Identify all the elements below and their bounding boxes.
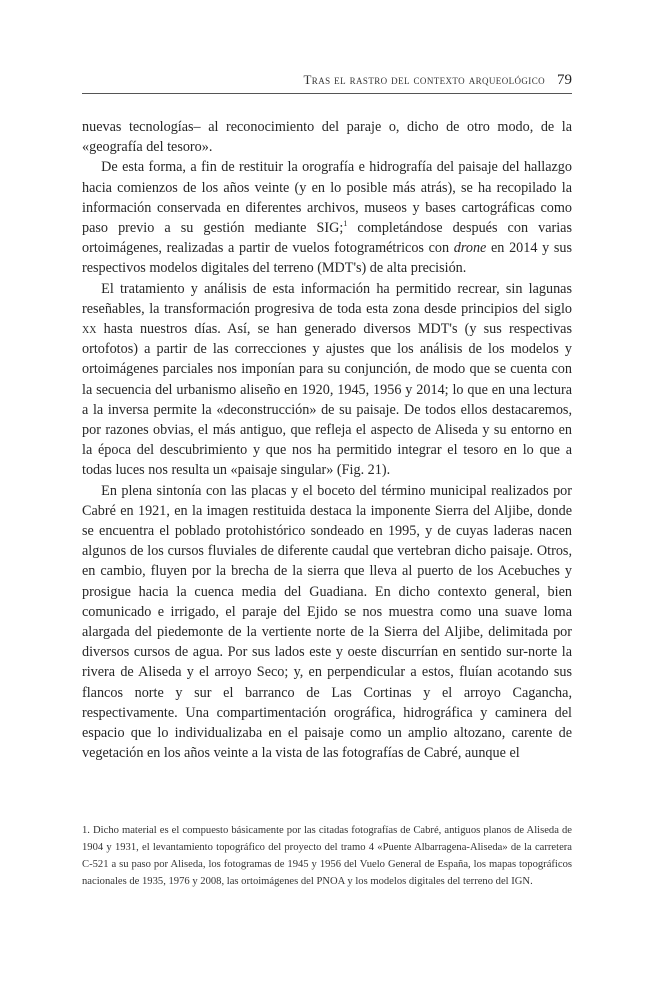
footnote-1: 1. Dicho material es el compuesto básicamente por las citadas fotografías de Cabré, antiguos planos de Aliseda de 1904 y 1931, el levantamiento topográfico del proyecto del tramo 4 «Puente Albarragena-Aliseda» de la carretera C-521 a su paso por Aliseda, los fotogramas de 1945 y 1956 del Vuelo General de España, los mapas topográficos nacionales de 1935, 1976 y 2008, las ortoimágenes del PNOA y los modelos digitales del terreno del IGN. xyxy=(82,825,572,887)
century-numeral: xx xyxy=(82,321,97,338)
footnote-ref-1[interactable]: 1 xyxy=(343,219,348,229)
paragraph-4-text: En plena sintonía con las placas y el boceto del término municipal realizados por Cabré en 1921, en la imagen restituida destaca la imponente Sierra del Aljibe, donde se encuentra el poblado protohistórico sondeado en 1995, y de cuyas laderas nacen algunos de los cursos fluviales de diferente caudal que vertebran dicho paisaje. Otros, en cambio, fluyen por la brecha de la sierra que lleva al puerto de los Acebuches y prosigue hacia la cuenca media del Guadiana. En dicho contexto general, bien comunicado e irrigado, el paraje del Ejido se nos muestra como una suave loma alargada del piedemonte de la vertiente norte de la Sierra del Aljibe, delimitada por diversos cursos de agua. Por sus lados este y oeste discurrían en sentido sur-norte la rivera de Aliseda y el arroyo Seco; y, en perpendicular a estos, fluían acotando sus flancos norte y sur el barranco de Las Cortinas y el arroyo Cagancha, respectivamente. Una compartimentación orográfica, hidrográfica y caminera del espacio que lo individualizaba en el paisaje como un amplio altozano, carente de vegetación en los años veinte a la vista de las fotografías de Cabré, aunque el xyxy=(82,482,572,762)
paragraph-3-text-b: hasta nuestros días. Así, se han generado diversos MDT's (y sus respectivas ortofotos) a partir de las correcciones y ajustes que los análisis de los modelos y ortoimágenes parciales nos imponían para su conjunción, de modo que se cuenta con la secuencia del urbanismo aliseño en 1920, 1945, 1956 y 2014; lo que en una lectura a la inversa permite la «deconstrucción» de su paisaje. De todos ellos destacaremos, por razones obvias, el más antiguo, que refleja el aspecto de Aliseda y su entorno en la época del descubrimiento y que nos ha permitido integrar el tesoro en lo que a todas luces nos resulta un «paisaje singular» (Fig. 21). xyxy=(82,321,572,479)
paragraph-2-text-b: completándose después con varias ortoimágenes, realizadas a partir de vuelos fotogramétricos con xyxy=(82,220,572,257)
paragraph-3-text-a: El tratamiento y análisis de esta información ha permitido recrear, sin lagunas reseñables, la transformación progresiva de toda esta zona desde principios del siglo xyxy=(82,280,572,317)
paragraph-2 xyxy=(82,157,572,278)
paragraph-2-text-c: en 2014 y sus respectivos modelos digitales del terreno (MDT's) de alta precisión. xyxy=(82,240,572,277)
paragraph-4 xyxy=(82,481,572,764)
paragraph-1-text: nuevas tecnologías– al reconocimiento del paraje o, dicho de otro modo, de la «geografía del tesoro». xyxy=(82,119,572,156)
footnotes xyxy=(82,822,572,890)
paragraph-2-text-a: De esta forma, a fin de restituir la orografía e hidrografía del paisaje del hallazgo hacia comienzos de los años veinte (y en lo posible más atrás), se ha recopilado la información conservada en diferentes archivos, museos y bases cartográficas como paso previo a su gestión mediante SIG; xyxy=(82,159,572,237)
page-number: 79 xyxy=(557,72,572,88)
paragraph-1 xyxy=(82,117,572,157)
paragraph-3 xyxy=(82,279,572,481)
running-title: Tras el rastro del contexto arqueológico xyxy=(303,72,545,87)
running-head xyxy=(82,72,572,94)
paragraph-2-emphasis: drone xyxy=(453,240,487,257)
body-text xyxy=(82,117,572,764)
